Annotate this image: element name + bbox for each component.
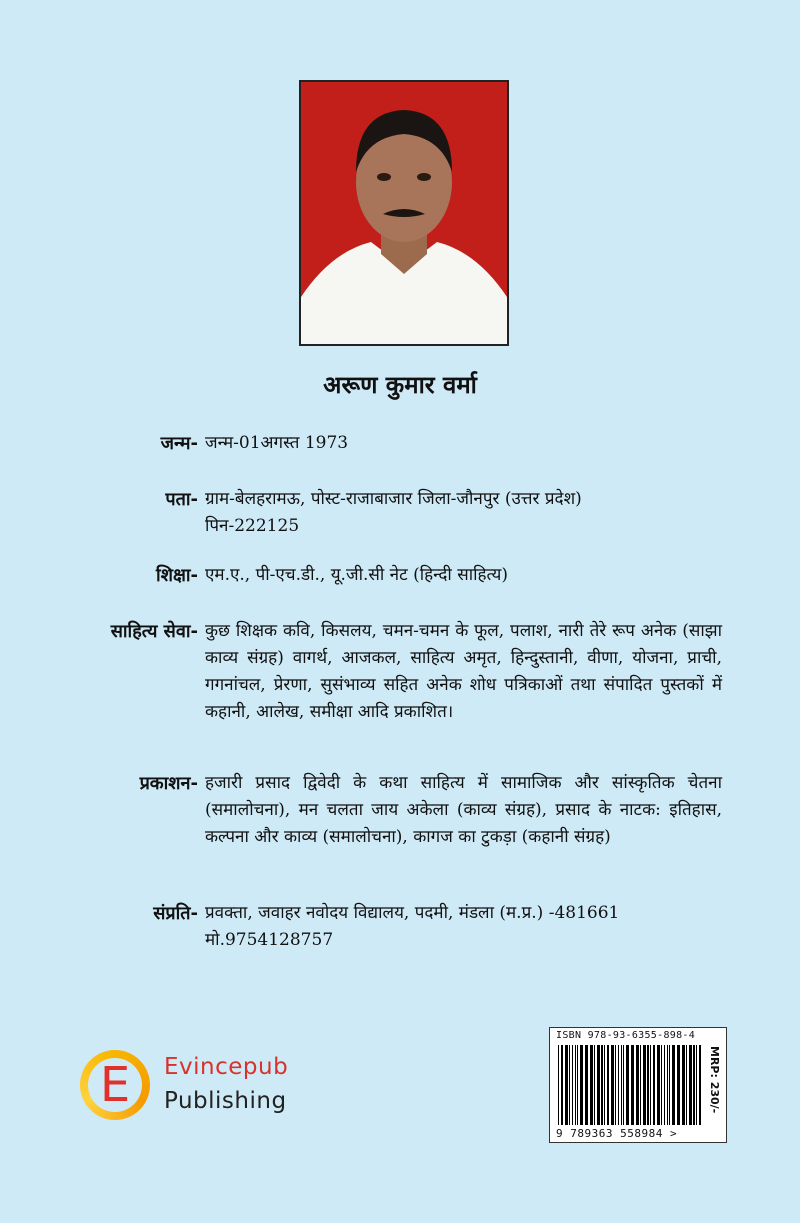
author-photo-image [301,82,507,344]
bio-label-birth: जन्म- [160,433,198,454]
bio-label-publications: प्रकाशन- [139,773,198,794]
bio-value-current [205,900,722,954]
barcode-bar [657,1045,660,1125]
barcode-digits: 9 789363 558984 > [556,1127,678,1140]
barcode-bar [590,1045,593,1125]
barcode-bar [686,1045,687,1125]
barcode-bars [556,1045,706,1127]
bio-text: प्रवक्ता, जवाहर नवोदय विद्यालय, पदमी, मंडला (म.प्र.) -481661 [205,903,620,923]
barcode-bar [611,1045,614,1125]
publisher-name-line1: Evincepub [164,1054,289,1080]
barcode-bar [682,1045,685,1125]
isbn-barcode [549,1027,727,1143]
barcode-bar [604,1045,605,1125]
bio-label-education: शिक्षा- [156,565,198,586]
barcode-bar [601,1045,603,1125]
barcode-bar [672,1045,675,1125]
barcode-bar [636,1045,639,1125]
bio-value-birth [205,430,722,457]
mrp-price: MRP: 230/- [708,1046,721,1114]
barcode-bar [585,1045,588,1125]
barcode-bar [677,1045,680,1125]
barcode-bar [597,1045,600,1125]
bio-value-publications [205,770,722,851]
barcode-bar [621,1045,622,1125]
barcode-bar [558,1045,559,1125]
barcode-bar [689,1045,692,1125]
barcode-bar [669,1045,670,1125]
barcode-bar [661,1045,662,1125]
bio-text: एम.ए., पी-एच.डी., यू.जी.सी नेट (हिन्दी साहित्य) [205,565,508,585]
barcode-bar [626,1045,629,1125]
barcode-bar [575,1045,576,1125]
isbn-label: ISBN 978-93-6355-898-4 [556,1030,696,1041]
barcode-bar [653,1045,655,1125]
bio-text: जन्म-01अगस्त 1973 [205,433,349,453]
logo-letter: E [99,1057,131,1113]
barcode-bar [623,1045,624,1125]
bio-text: पिन-222125 [205,516,300,536]
bio-text: हजारी प्रसाद द्विवेदी के कथा साहित्य में सामाजिक और सांस्कृतिक चेतना (समालोचना), मन चलता जाय अकेला (काव्य संग्रह), प्रसाद के नाटक: इतिहास, कल्पना और काव्य (समालोचना), कागज का टुकड़ा (कहानी संग्रह) [205,773,722,847]
barcode-bar [561,1045,563,1125]
author-name: अरूण कुमार वर्मा [323,371,477,399]
barcode-bar [607,1045,609,1125]
author-photo [299,80,509,346]
barcode-bar [664,1045,665,1125]
barcode-bar [643,1045,646,1125]
barcode-bar [577,1045,578,1125]
barcode-bar [640,1045,641,1125]
bio-label-literary-service: साहित्य सेवा- [110,621,198,642]
barcode-bar [650,1045,651,1125]
bio-label-current: संप्रति- [153,903,198,924]
bio-text: कुछ शिक्षक कवि, किसलय, चमन-चमन के फूल, पलाश, नारी तेरे रूप अनेक (साझा काव्य संग्रह) वागर्थ, आजकल, साहित्य अमृत, हिन्दुस्तानी, वीणा, योजना, प्राची, गगनांचल, प्रेरणा, सुसंभाव्य सहित अनेक शोध पत्रिकाओं तथा संपादित पुस्तकों में कहानी, आलेख, समीक्षा आदि प्रकाशित। [205,621,722,722]
barcode-bar [631,1045,634,1125]
barcode-bar [580,1045,583,1125]
publisher-name-line2: Publishing [164,1088,287,1114]
barcode-bar [615,1045,616,1125]
publisher-logo [80,1048,310,1128]
barcode-bar [699,1045,701,1125]
barcode-bar [594,1045,595,1125]
barcode-bar [565,1045,568,1125]
bio-text: ग्राम-बेलहरामऊ, पोस्ट-राजाबाजार जिला-जौनपुर (उत्तर प्रदेश) [205,489,582,509]
barcode-bar [696,1045,697,1125]
bio-value-address [205,486,722,540]
barcode-bar [569,1045,570,1125]
barcode-bar [572,1045,573,1125]
bio-value-literary-service [205,618,722,726]
bio-text: मो.9754128757 [205,930,334,950]
bio-label-address: पता- [165,489,198,510]
barcode-bar [667,1045,668,1125]
barcode-bar [618,1045,619,1125]
barcode-bar [693,1045,695,1125]
barcode-bar [647,1045,649,1125]
bio-value-education [205,562,722,589]
